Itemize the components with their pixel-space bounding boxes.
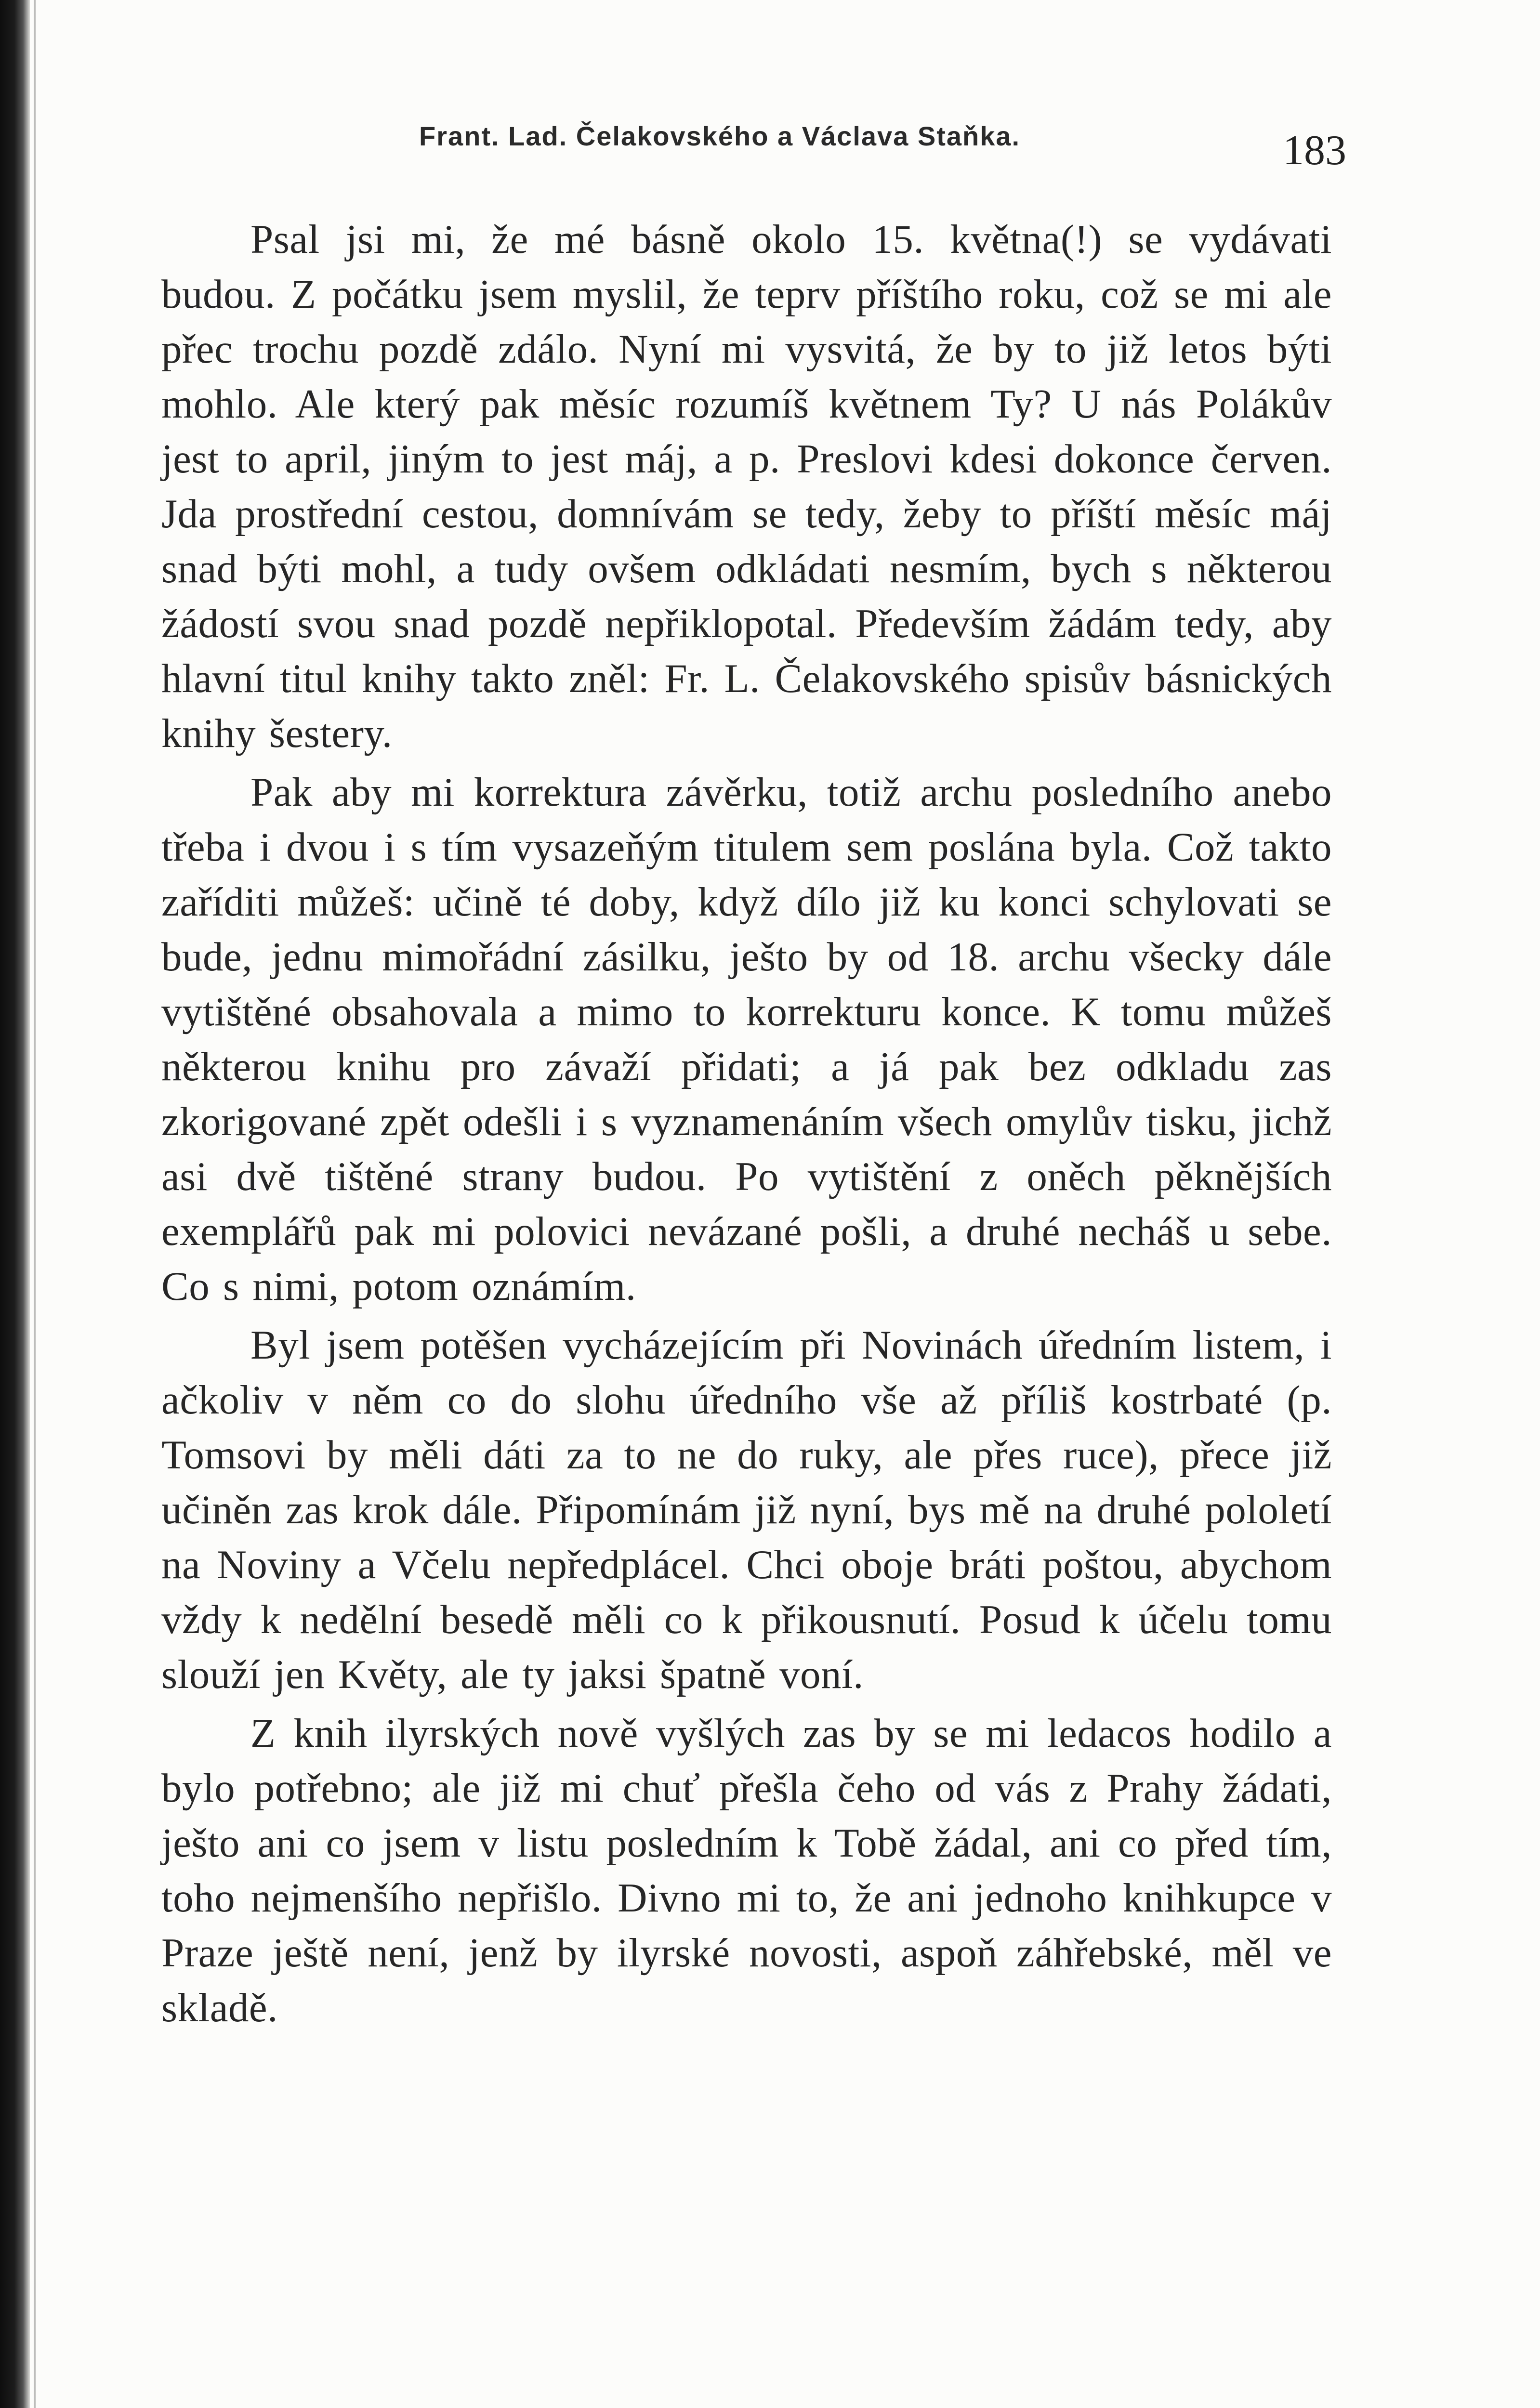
- paragraph-3: Byl jsem potěšen vycházejícím při Novinách úředním listem, i ačkoliv v něm co do slohu úředního vše až příliš kostrbaté (p. Tomsovi by měli dáti za to ne do ruky, ale přes ruce), přece již učiněn zas krok dále. Připomínám již nyní, bys mě na druhé pololetí na Noviny a Včelu nepředplácel. Chci oboje bráti poštou, abychom vždy k nedělní besedě měli co k přikousnutí. Posud k účelu tomu slouží jen Květy, ale ty jaksi špatně voní.: [161, 1322, 1332, 1697]
- book-page: [161, 101, 1346, 2039]
- paragraph-2: Pak aby mi korrektura závěrku, totiž archu posledního anebo třeba i dvou i s tím vysazeňým titulem sem poslána byla. Což takto zaříditi můžeš: učině té doby, když dílo již ku konci schylovati se bude, jednu mimořádní zásilku, ješto by od 18. archu všecky dále vytištěné obsahovala a mimo to korrekturu konce. K tomu můžeš některou knihu pro závaží přidati; a já pak bez odkladu zas zkorigované zpět odešli i s vyznamenáním všech omylův tisku, jichž asi dvě tištěné strany budou. Po vytištění z oněch pěknějších exemplářů pak mi polovici nevázané pošli, a druhé necháš u sebe. Co s nimi, potom oznámím.: [161, 770, 1332, 1309]
- paragraph-1: Psal jsi mi, že mé básně okolo 15. května(!) se vydávati budou. Z počátku jsem myslil, že teprv příštího roku, což se mi ale přec trochu pozdě zdálo. Nyní mi vysvitá, že by to již letos býti mohlo. Ale který pak měsíc rozumíš květnem Ty? U nás Polákův jest to april, jiným to jest máj, a p. Preslovi kdesi dokonce červen. Jda prostřední cestou, domnívám se tedy, žeby to příští měsíc máj snad býti mohl, a tudy ovšem odkládati nesmím, bych s některou žádostí svou snad pozdě nepřiklopotal. Především žádám tedy, aby hlavní titul knihy takto zněl: Fr. L. Čelakovského spisův básnických knihy šestery.: [161, 217, 1332, 756]
- page-header: [161, 101, 1346, 193]
- page-number: 183: [1283, 127, 1346, 174]
- body-text: [161, 212, 1332, 2035]
- running-title: Frant. Lad. Čelakovského a Václava Staňka.: [419, 121, 1021, 151]
- book-binding-edge: [0, 0, 30, 2408]
- paragraph-4: Z knih ilyrských nově vyšlých zas by se mi ledacos hodilo a bylo potřebno; ale již mi chuť přešla čeho od vás z Prahy žádati, ješto ani co jsem v listu posledním k Tobě žádal, ani co před tím, toho nejmenšího nepřišlo. Divno mi to, že ani jednoho knihkupce v Praze ještě není, jenž by ilyrské novosti, aspoň záhřebské, měl ve skladě.: [161, 1711, 1332, 2030]
